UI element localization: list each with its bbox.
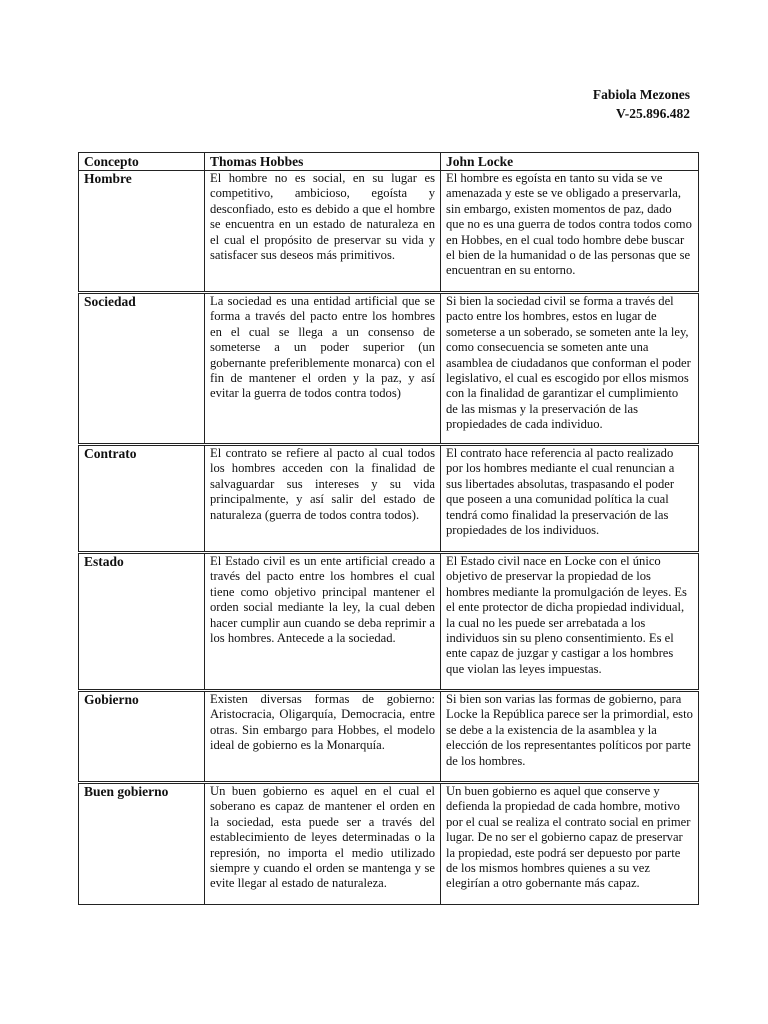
table-row xyxy=(79,691,699,783)
concept-cell: Estado xyxy=(79,553,205,691)
locke-cell: El hombre es egoísta en tanto su vida se ve amenazada y este se ve obligado a preservarla, sin embargo, existen momentos de paz, dado que no es una guerra de todos contra todos como en Hobbes, en el cual todo hombre debe buscar el bien de la humanidad o de las personas que se encuentran en su entorno. xyxy=(441,171,699,293)
table-row xyxy=(79,553,699,691)
author-name: Fabiola Mezones xyxy=(592,87,690,102)
concept-cell: Contrato xyxy=(79,445,205,553)
locke-cell: Si bien son varias las formas de gobierno, para Locke la República parece ser la primordial, esto se debe a la existencia de la asamblea y la elección de los representantes políticos por parte de los hombres. xyxy=(441,691,699,783)
table-header-row xyxy=(79,153,699,171)
concept-cell: Gobierno xyxy=(79,691,205,783)
locke-cell: El Estado civil nace en Locke con el único objetivo de preservar la propiedad de los hombres mediante la promulgación de leyes. Es el ente protector de dicha propiedad individual, la cual no les puede ser arrebatada a los individuos sin su pleno consentimiento. Es el ente capaz de juzgar y castigar a los hombres que violan las leyes impuestas. xyxy=(441,553,699,691)
table-row xyxy=(79,293,699,445)
concept-cell: Buen gobierno xyxy=(79,783,205,905)
column-header-locke: John Locke xyxy=(441,153,699,171)
column-header-hobbes: Thomas Hobbes xyxy=(205,153,441,171)
hobbes-cell: La sociedad es una entidad artificial que se forma a través del pacto entre los hombres en el cual se llega a un consenso de someterse a un poder superior (un gobernante preferiblemente monarca) con el fin de mantener el orden y la paz, y así evitar la guerra de todos contra todos) xyxy=(205,293,441,445)
hobbes-cell: Existen diversas formas de gobierno: Aristocracia, Oligarquía, Democracia, entre otras. Sin embargo para Hobbes, el modelo ideal de gobierno es la Monarquía. xyxy=(205,691,441,783)
concept-cell: Hombre xyxy=(79,171,205,293)
comparison-table xyxy=(78,152,699,905)
author-id: V-25.896.482 xyxy=(616,106,690,121)
table-row xyxy=(79,445,699,553)
locke-cell: Un buen gobierno es aquel que conserve y defienda la propiedad de cada hombre, motivo por el cual se realiza el contrato social en primer lugar. De no ser el gobierno capaz de preservar la propiedad, este podrá ser depuesto por parte de los mismos hombres quienes a su vez elegirían a otro gobernante más capaz. xyxy=(441,783,699,905)
hobbes-cell: El contrato se refiere al pacto al cual todos los hombres acceden con la finalidad de salvaguardar sus intereses y su vida principalmente, y así salir del estado de naturaleza (guerra de todos contra todos). xyxy=(205,445,441,553)
locke-cell: El contrato hace referencia al pacto realizado por los hombres mediante el cual renuncian a sus libertades absolutas, traspasando el poder que poseen a una comunidad política la cual tendrá como finalidad la preservación de las propiedades de los individuos. xyxy=(441,445,699,553)
table-row xyxy=(79,171,699,293)
table-row xyxy=(79,783,699,905)
hobbes-cell: El hombre no es social, en su lugar es competitivo, ambicioso, egoísta y desconfiado, esto es debido a que el hombre se encuentra en un estado de naturaleza en el cual el propósito de preservar su vida y satisfacer sus deseos más primitivos. xyxy=(205,171,441,293)
hobbes-cell: El Estado civil es un ente artificial creado a través del pacto entre los hombres el cual tiene como objetivo principal mantener el orden social mediante la ley, la cual deben hacer cumplir aun cuando se deba reprimir a los hombres. Antecede a la sociedad. xyxy=(205,553,441,691)
concept-cell: Sociedad xyxy=(79,293,205,445)
document-header xyxy=(593,85,690,123)
column-header-concepto: Concepto xyxy=(79,153,205,171)
locke-cell: Si bien la sociedad civil se forma a través del pacto entre los hombres, estos en lugar de someterse a un soberado, se someten ante la ley, como consecuencia se someten ante una asamblea de ciudadanos que conforman el poder legislativo, el cual es escogido por ellos mismos con la finalidad de garantizar el cumplimiento de las mismas y la preservación de las propiedades de cada individuo. xyxy=(441,293,699,445)
hobbes-cell: Un buen gobierno es aquel en el cual el soberano es capaz de mantener el orden en la sociedad, esta puede ser a través del establecimiento de leyes determinadas o la represión, no importa el medio utilizado siempre y cuando el orden se mantenga y se evite llegar al estado de naturaleza. xyxy=(205,783,441,905)
